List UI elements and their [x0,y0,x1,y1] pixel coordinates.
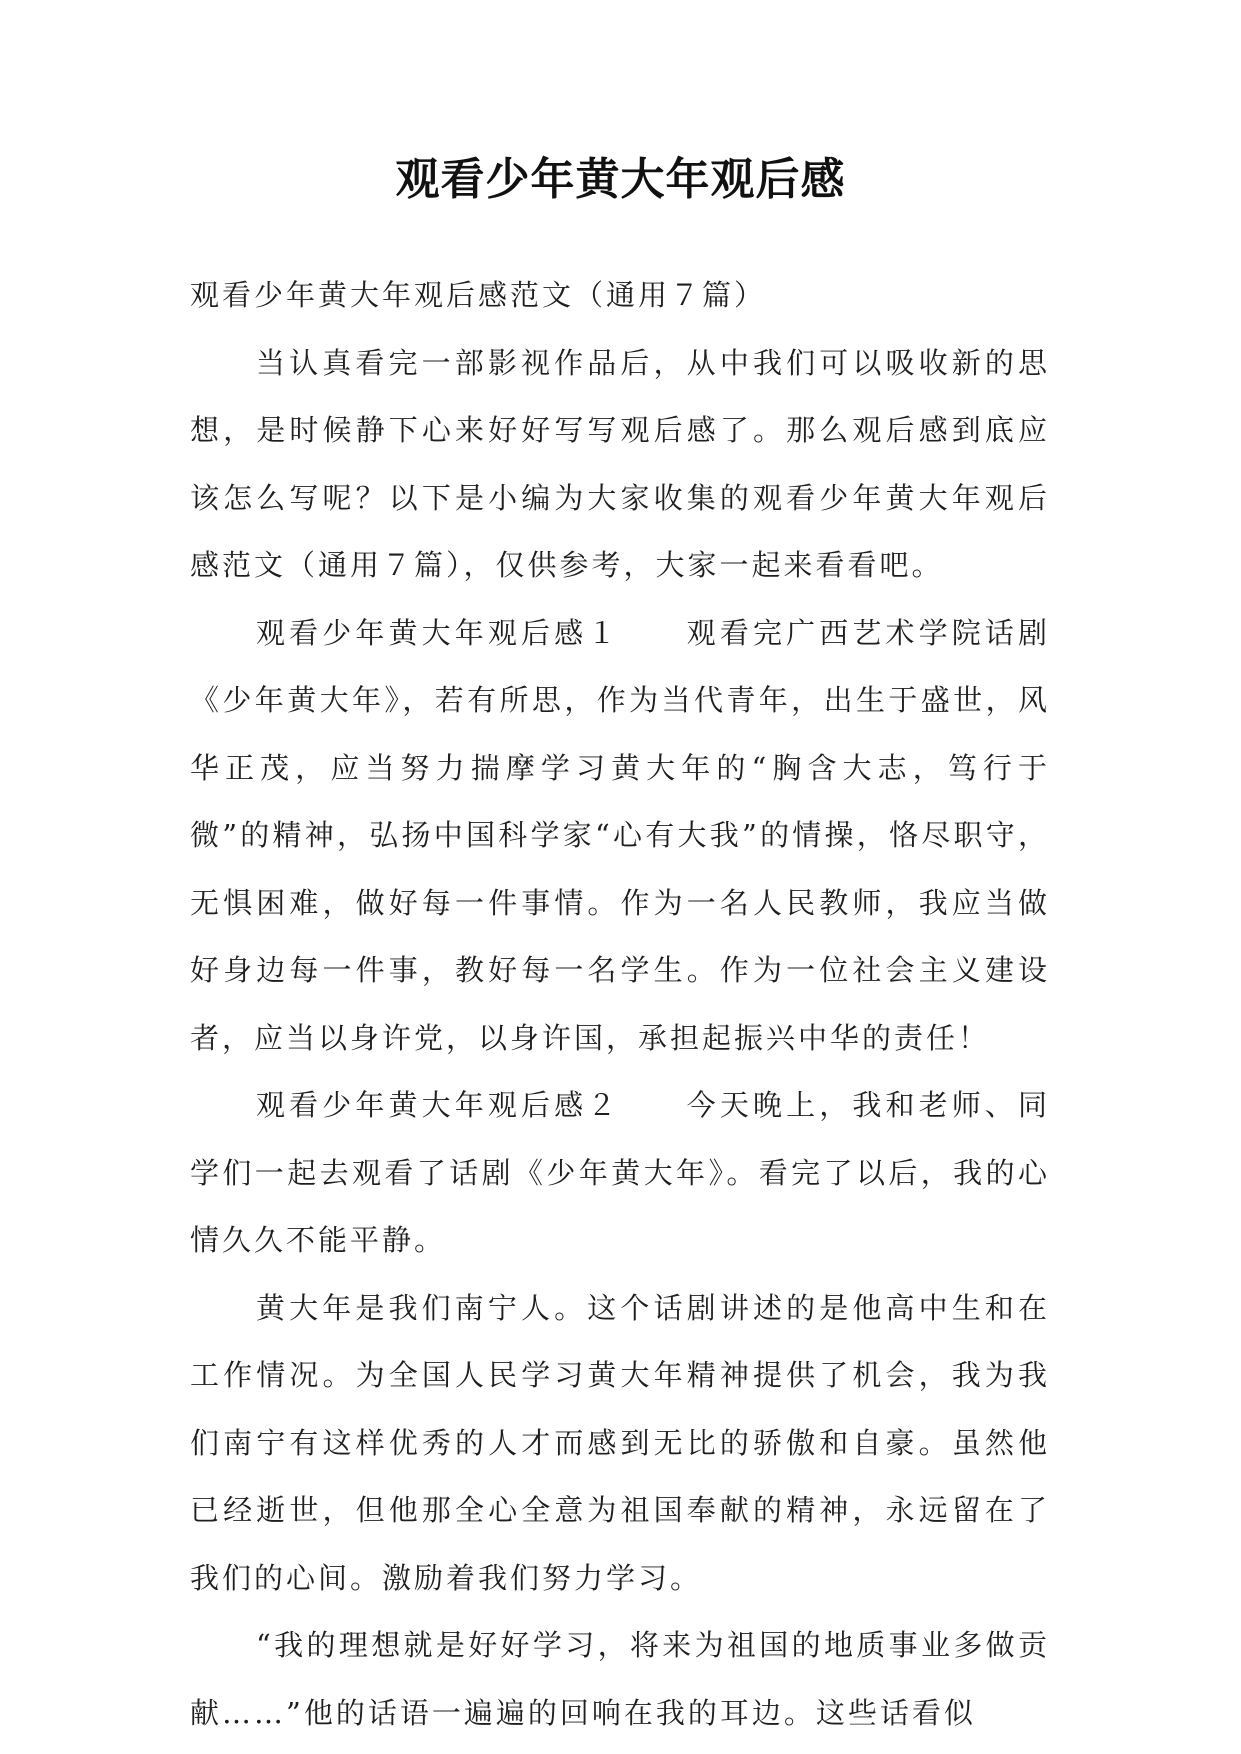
subtitle-paragraph: 观看少年黄大年观后感范文（通用７篇） [190,278,767,312]
intro-paragraph: 当认真看完一部影视作品后，从中我们可以吸收新的思想，是时候静下心来好好写写观后感了。那么观后感到底应该怎么写呢？以下是小编为大家收集的观看少年黄大年观后感范文（通用７篇），仅供参考，大家一起来看看吧。 [190,345,1050,582]
essay-2-paragraph: 观看少年黄大年观后感２ 今天晚上，我和老师、同学们一起去观看了话剧《少年黄大年》。看完了以后，我的心情久久不能平静。 [190,1088,1050,1257]
essay-2-body-paragraph: 黄大年是我们南宁人。这个话剧讲述的是他高中生和在工作情况。为全国人民学习黄大年精神提供了机会，我为我们南宁有这样优秀的人才而感到无比的骄傲和自豪。虽然他已经逝世，但他那全心全意为祖国奉献的精神，永远留在了我们的心间。激励着我们努力学习。 [190,1290,1050,1595]
essay-2-quote-paragraph: “我的理想就是好好学习，将来为祖国的地质事业多做贡献……”他的话语一遍遍的回响在我的耳边。这些话看似 [190,1628,1050,1730]
document-body [190,262,1050,1747]
essay-1-paragraph: 观看少年黄大年观后感１ 观看完广西艺术学院话剧《少年黄大年》，若有所思，作为当代青年，出生于盛世，风华正茂，应当努力揣摩学习黄大年的“胸含大志，笃行于微”的精神，弘扬中国科学家“心有大我”的情操，恪尽职守，无惧困难，做好每一件事情。作为一名人民教师，我应当做好身边每一件事，教好每一名学生。作为一位社会主义建设者，应当以身许党，以身许国，承担起振兴中华的责任！ [190,615,1050,1055]
document-title: 观看少年黄大年观后感 [395,154,846,205]
